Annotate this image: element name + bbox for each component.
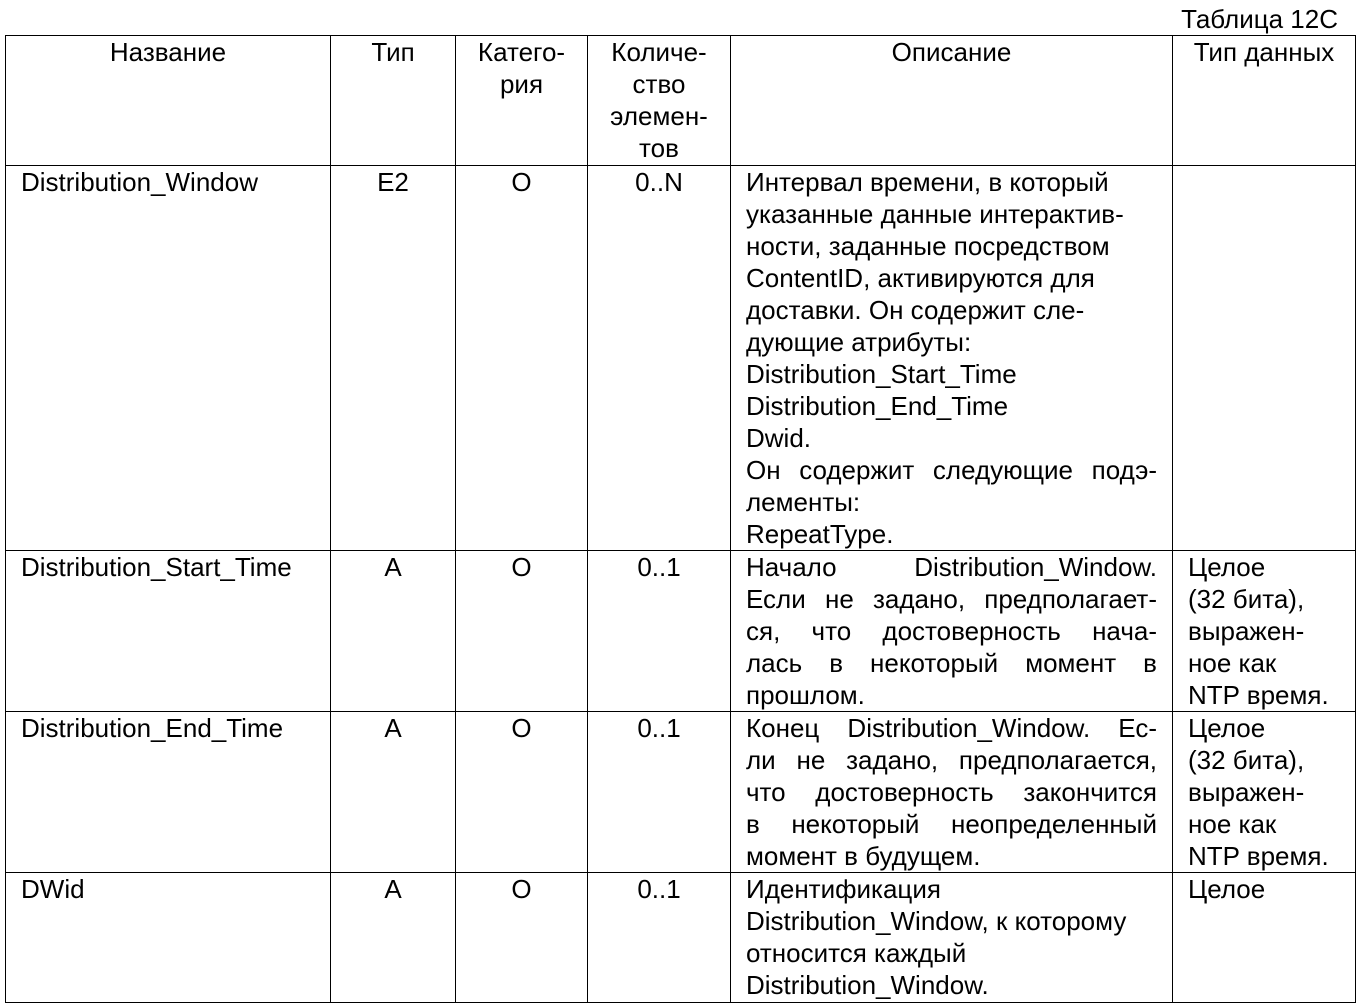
cell-count: 0..1 [588, 873, 731, 1003]
cell-category: O [456, 712, 588, 873]
cell-description: Начало Distribution_Window. Если не задано, предполагает- ся, что достоверность нача- лась в некоторый момент в прошлом. [731, 551, 1173, 712]
cell-count: 0..1 [588, 551, 731, 712]
header-name: Название [6, 36, 331, 166]
cell-type: A [331, 712, 456, 873]
cell-category: O [456, 166, 588, 551]
header-count: Количе- ство элемен- тов [588, 36, 731, 166]
cell-name: Distribution_Window [6, 166, 331, 551]
header-data-type: Тип данных [1173, 36, 1356, 166]
cell-description: Идентификация Distribution_Window, к которому относится каждый Distribution_Window. [731, 873, 1173, 1003]
table-row [6, 873, 1356, 1003]
cell-description: Интервал времени, в который указанные данные интерактив- ности, заданные посредством ContentID, активируются для доставки. Он содержит сле- дующие атрибуты: Distribution_Start_Time Distribution_End_Time Dwid. Он содержит следующие подэ- лементы: RepeatType. [731, 166, 1173, 551]
table-row [6, 166, 1356, 551]
header-category: Катего- рия [456, 36, 588, 166]
header-description: Описание [731, 36, 1173, 166]
cell-category: O [456, 551, 588, 712]
spec-table [5, 35, 1356, 1003]
cell-name: DWid [6, 873, 331, 1003]
cell-data-type: Целое (32 бита), выражен- ное как NTP время. [1173, 712, 1356, 873]
cell-data-type [1173, 166, 1356, 551]
cell-name: Distribution_End_Time [6, 712, 331, 873]
cell-data-type: Целое [1173, 873, 1356, 1003]
cell-data-type: Целое (32 бита), выражен- ное как NTP время. [1173, 551, 1356, 712]
table-caption: Таблица 12С [1181, 4, 1338, 34]
cell-type: A [331, 873, 456, 1003]
cell-type: A [331, 551, 456, 712]
cell-count: 0..1 [588, 712, 731, 873]
table-row [6, 712, 1356, 873]
cell-type: E2 [331, 166, 456, 551]
table-row [6, 551, 1356, 712]
cell-category: O [456, 873, 588, 1003]
cell-count: 0..N [588, 166, 731, 551]
cell-description: Конец Distribution_Window. Ес- ли не задано, предполагается, что достоверность закончится в некоторый неопределенный момент в будущем. [731, 712, 1173, 873]
header-row [6, 36, 1356, 166]
header-type: Тип [331, 36, 456, 166]
cell-name: Distribution_Start_Time [6, 551, 331, 712]
